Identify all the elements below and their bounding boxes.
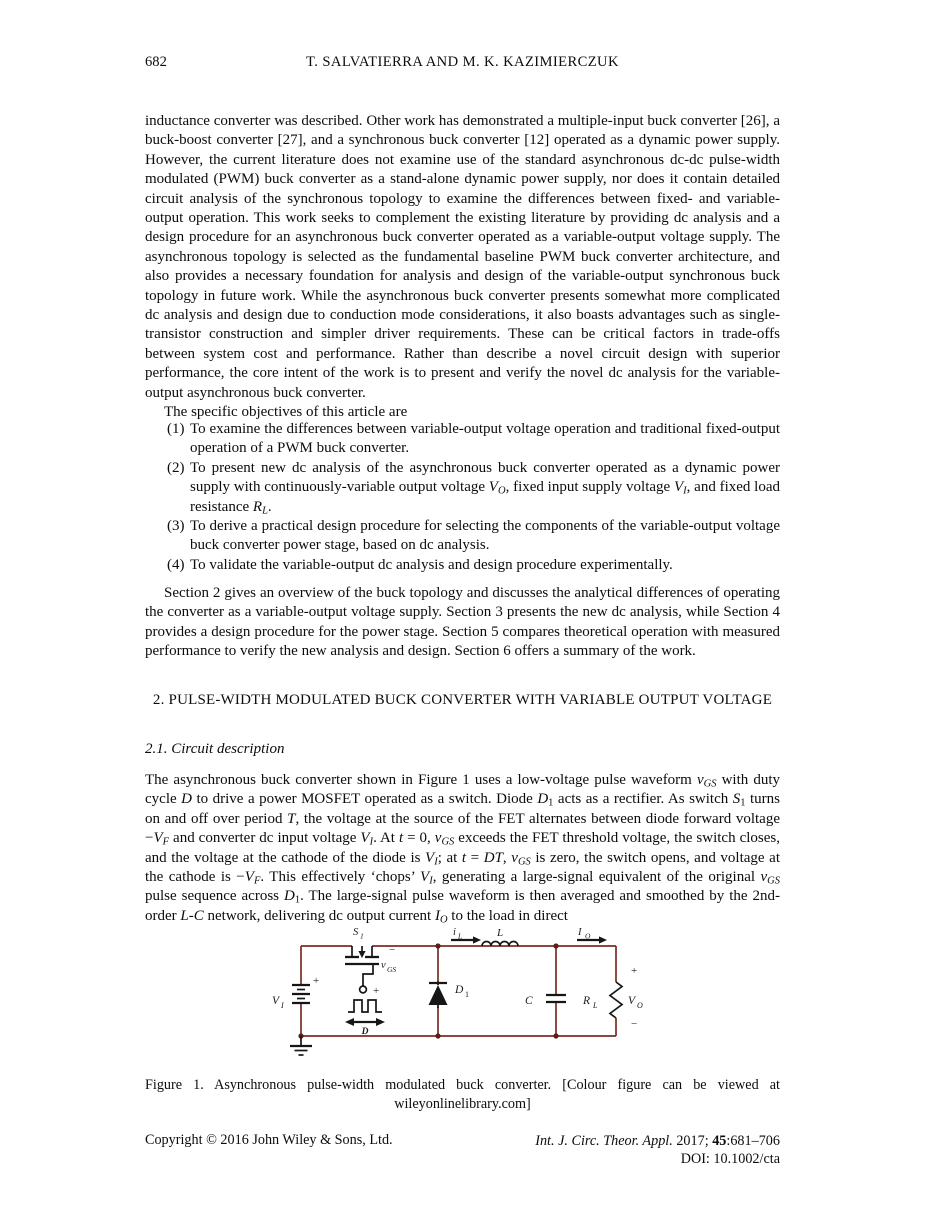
label-duty-cycle: D [361, 1027, 369, 1037]
label-vo-sub: O [637, 1001, 643, 1010]
diode-symbol [429, 981, 448, 1008]
doi: DOI: 10.1002/cta [680, 1151, 780, 1167]
label-d1-sub: 1 [465, 990, 469, 999]
figure-1 [260, 926, 660, 1076]
capacitor-symbol [546, 995, 566, 1002]
paragraph-4: The asynchronous buck converter shown in Figure 1 uses a low-voltage pulse waveform $v_{GS}$ with duty cycle D to drive a power MOSFET operated as a switch. Diode $D_1$ acts as a rectifier. As switch $S_1$ turns on and off over period T, the voltage at the source of the FET alternates between diode forward voltage $-V_F$ and converter dc input voltage $V_I$. At t = 0, $v_{GS}$ exceeds the FET threshold voltage, the switch closes, and the voltage at the cathode of the diode is $V_I$; at t = DT, $v_{GS}$ is zero, the switch opens, and voltage at the cathode is $-V_F$. This effectively ‘chops’ $V_I$, generating a large-signal equivalent of the original $v_{GS}$ pulse sequence across $D_1$. The large-signal pulse waveform is then averaged and smoothed by the 2nd-order L-C network, delivering dc output current $I_O$ to the load in direct [145, 772, 781, 926]
page-number: 682 [145, 54, 167, 70]
list-item-number: (3) [167, 518, 185, 535]
footer-copyright: Copyright © 2016 John Wiley & Sons, Ltd. [145, 1132, 393, 1148]
label-il: i [453, 927, 456, 938]
list-item [145, 420, 780, 459]
label-io: I [578, 927, 582, 938]
journal-reference: Int. J. Circ. Theor. Appl. 2017; 45:681–706 [535, 1133, 780, 1149]
duty-cycle-arrow [345, 1018, 385, 1026]
running-head: T. SALVATIERRA AND M. K. KAZIMIERCZUK [306, 54, 619, 70]
label-s1-sub: 1 [360, 931, 364, 941]
label-vgs-sub: GS [387, 965, 397, 974]
label-vgs-minus: − [389, 944, 396, 956]
page-header [145, 54, 780, 71]
list-item-number: (1) [167, 421, 185, 437]
label-rl-sub: L [593, 1001, 598, 1010]
label-vgs: v [381, 960, 386, 971]
figure-1-circuit-diagram [260, 926, 660, 1076]
list-item-text: To present new dc analysis of the asynchronous buck converter operated as a dynamic power supply with continuously-variable output voltage $V_O$, fixed input supply voltage $V_I$, and fixed load resistance $R_L$. [190, 459, 780, 517]
label-l: L [496, 927, 504, 939]
resistor-symbol [610, 982, 622, 1018]
battery-symbol [292, 985, 310, 1003]
list-item-text: To examine the differences between variable-output voltage operation and traditional fixed-output operation of a PWM buck converter. [190, 421, 780, 457]
label-io-sub: O [585, 931, 591, 941]
list-item-text: To validate the variable-output dc analysis and design procedure experimentally. [190, 556, 673, 573]
label-vo-plus: + [631, 965, 638, 977]
ground-symbol [290, 1036, 312, 1055]
label-d1: D [455, 984, 464, 996]
list-item-number: (4) [167, 556, 185, 573]
paragraph-3: Section 2 gives an overview of the buck topology and discusses the analytical differences of operating the converter as a variable-output voltage supply. Section 3 presents the new dc analysis, while Section 4 provides a design procedure for the power stage. Section 5 compares theoretical operation with measured performance to verify the new analysis and design. Section 6 offers a summary of the work. [145, 585, 780, 660]
label-vgs-plus: + [373, 985, 380, 997]
label-s1: S [353, 927, 359, 938]
list-item [145, 517, 780, 556]
label-battery-plus: + [313, 975, 320, 987]
paragraph-2: The specific objectives of this article are [164, 404, 408, 421]
list-item-number: (2) [167, 459, 185, 476]
label-vo: V [628, 995, 636, 1007]
output-current-arrow [577, 936, 607, 943]
circuit-nodes [298, 943, 558, 1038]
paragraph-intro [145, 112, 780, 423]
label-rl: R [583, 995, 591, 1007]
label-vo-minus: − [631, 1018, 638, 1030]
label-il-sub: L [458, 931, 463, 941]
list-item [145, 556, 780, 575]
figure-caption: Figure 1. Asynchronous pulse-width modulated buck converter. [Colour figure can be viewed at wileyonlinelibrary.com] [145, 1077, 780, 1112]
paragraph-1: inductance converter was described. Other work has demonstrated a multiple-input buck converter [26], a buck-boost converter [27], and a synchronous buck converter [12] operated as a dynamic power supply. However, the current literature does not examine use of the standard asynchronous dc-dc pulse-width modulated (PWM) buck converter as a stand-alone dynamic power supply, nor does it contain detailed circuit analysis of the synchronous topology to examine the differences between fixed- and variable-output operation. This work seeks to complement the existing literature by providing dc analysis and a design procedure for an asynchronous buck converter operated as a variable-output voltage supply. The asynchronous topology is selected as the fundamental baseline PWM buck converter architecture, and also provides a necessary foundation for analysis and design of the variable-output synchronous buck topology in future work. While the asynchronous buck converter presents somewhat more complicated dc analysis and design due to conduction mode considerations, it also boasts advantages such as single-transistor construction and simpler driver requirements. These can be critical factors in trade-offs between system cost and performance. Rather than describe a novel circuit design with superior performance, the core intent of the work is to present and verify the novel dc analysis for the variable-output asynchronous buck converter. [145, 113, 780, 401]
section-heading: 2. PULSE-WIDTH MODULATED BUCK CONVERTER WITH VARIABLE OUTPUT VOLTAGE [152, 692, 773, 708]
subsection-heading: 2.1. Circuit description [145, 741, 285, 757]
objectives-list [145, 420, 780, 575]
label-c: C [525, 995, 533, 1007]
label-vi: V [272, 995, 280, 1007]
label-vi-sub: I [281, 1001, 284, 1010]
list-item [145, 459, 780, 517]
footer-citation [535, 1132, 780, 1168]
list-item-text: To derive a practical design procedure for selecting the components of the variable-output voltage buck converter power stage, based on dc analysis. [190, 518, 780, 554]
pulse-waveform-symbol [348, 1000, 382, 1012]
